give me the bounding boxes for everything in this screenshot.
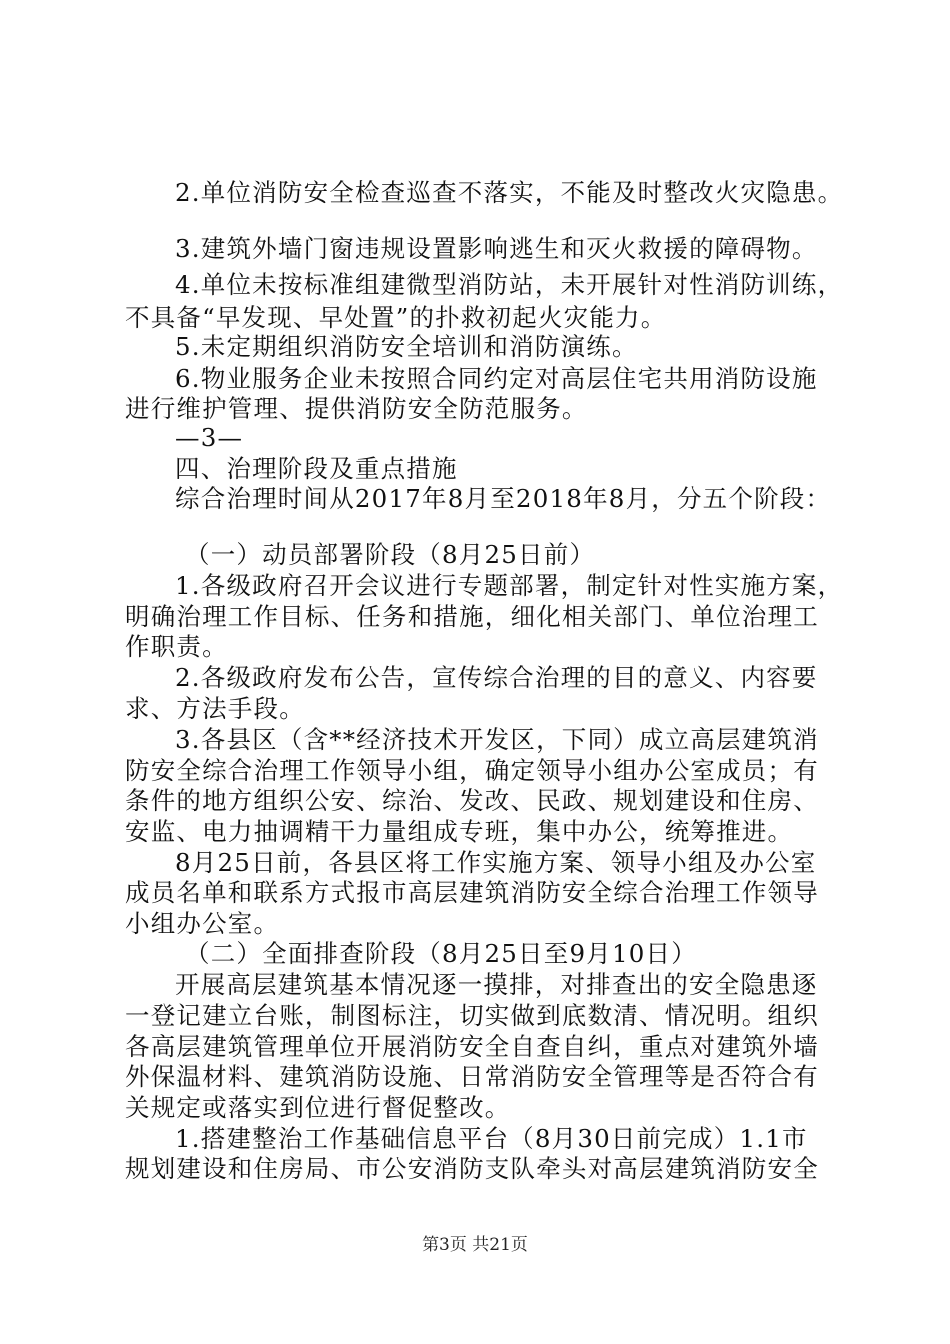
subsection-heading: （二）全面排查阶段（8月25日至9月10日） bbox=[185, 939, 697, 968]
paragraph-line: 关规定或落实到位进行督促整改。 bbox=[125, 1093, 511, 1122]
paragraph-line: 6.物业服务企业未按照合同约定对高层住宅共用消防设施 bbox=[175, 364, 818, 393]
paragraph-line: 5.未定期组织消防安全培训和消防演练。 bbox=[175, 332, 638, 361]
page-marker: —3— bbox=[175, 423, 244, 452]
paragraph-line: 作职责。 bbox=[125, 632, 228, 661]
paragraph-line: 2.单位消防安全检查巡查不落实，不能及时整改火灾隐患。 bbox=[175, 178, 844, 207]
paragraph-line: 4.单位未按标准组建微型消防站，未开展针对性消防训练， bbox=[175, 270, 844, 299]
subsection-heading: （一）动员部署阶段（8月25日前） bbox=[185, 540, 596, 569]
paragraph-line: 2.各级政府发布公告，宣传综合治理的目的意义、内容要 bbox=[175, 663, 818, 692]
paragraph-line: 3.各县区（含**经济技术开发区，下同）成立高层建筑消 bbox=[175, 725, 819, 754]
paragraph-line: 条件的地方组织公安、综治、发改、民政、规划建设和住房、 bbox=[125, 786, 819, 815]
paragraph-line: 进行维护管理、提供消防安全防范服务。 bbox=[125, 394, 588, 423]
paragraph-line: 3.建筑外墙门窗违规设置影响逃生和灭火救援的障碍物。 bbox=[175, 234, 818, 263]
paragraph-line: 小组办公室。 bbox=[125, 909, 280, 938]
paragraph-line: 成员名单和联系方式报市高层建筑消防安全综合治理工作领导 bbox=[125, 878, 819, 907]
paragraph-line: 开展高层建筑基本情况逐一摸排，对排查出的安全隐患逐 bbox=[175, 970, 818, 999]
paragraph-line: 规划建设和住房局、市公安消防支队牵头对高层建筑消防安全 bbox=[125, 1154, 819, 1183]
section-heading: 四、治理阶段及重点措施 bbox=[175, 454, 458, 483]
paragraph-line: 外保温材料、建筑消防设施、日常消防安全管理等是否符合有 bbox=[125, 1062, 819, 1091]
page-footer: 第3页 共21页 bbox=[422, 1235, 528, 1255]
paragraph-line: 1.各级政府召开会议进行专题部署，制定针对性实施方案， bbox=[175, 571, 844, 600]
paragraph-line: 一登记建立台账，制图标注，切实做到底数清、情况明。组织 bbox=[125, 1001, 819, 1030]
paragraph-line: 8月25日前，各县区将工作实施方案、领导小组及办公室 bbox=[175, 848, 817, 877]
paragraph-line: 安监、电力抽调精干力量组成专班，集中办公，统筹推进。 bbox=[125, 817, 794, 846]
paragraph-line: 明确治理工作目标、任务和措施，细化相关部门、单位治理工 bbox=[125, 602, 819, 631]
paragraph-line: 求、方法手段。 bbox=[125, 694, 305, 723]
paragraph-line: 综合治理时间从2017年8月至2018年8月，分五个阶段： bbox=[175, 484, 832, 513]
paragraph-line: 1.搭建整治工作基础信息平台（8月30日前完成）1.1市 bbox=[175, 1124, 808, 1153]
paragraph-line: 不具备“早发现、早处置”的扑救初起火灾能力。 bbox=[125, 303, 667, 332]
paragraph-line: 各高层建筑管理单位开展消防安全自查自纠，重点对建筑外墙 bbox=[125, 1032, 819, 1061]
paragraph-line: 防安全综合治理工作领导小组，确定领导小组办公室成员；有 bbox=[125, 756, 819, 785]
